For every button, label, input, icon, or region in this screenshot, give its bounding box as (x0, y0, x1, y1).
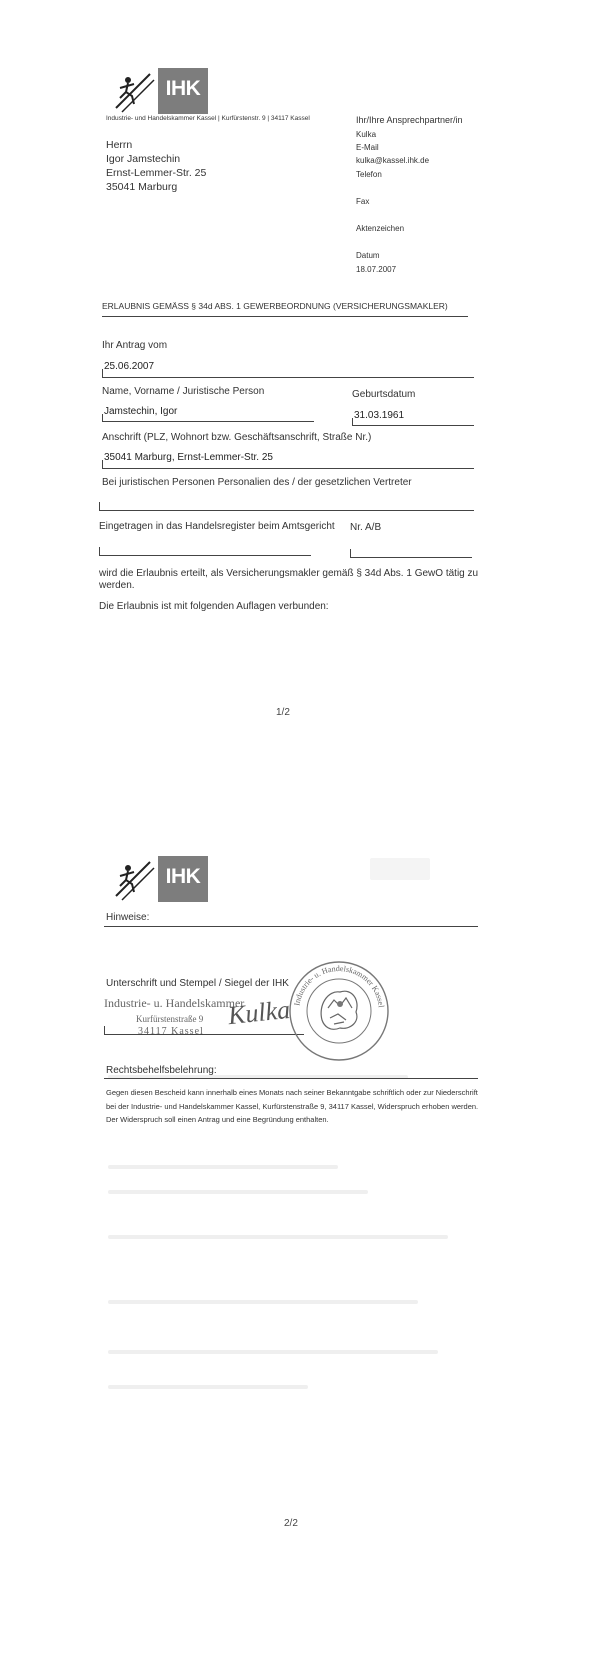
stamp-line-1: Industrie- u. Handelskammer (104, 996, 245, 1010)
handwritten-signature: Kulka (226, 994, 292, 1031)
bleed-through (108, 1190, 368, 1194)
address-value: 35041 Marburg, Ernst-Lemmer-Str. 25 (104, 452, 273, 463)
ihk-emblem-icon (110, 856, 156, 902)
appeal-text (106, 1086, 486, 1127)
address-label: Anschrift (PLZ, Wohnort bzw. Geschäftsanschrift, Straße Nr.) (102, 432, 372, 443)
reference-label: Aktenzeichen (356, 224, 405, 233)
address-line (102, 468, 474, 469)
recipient-street: Ernst-Lemmer-Str. 25 (106, 167, 207, 179)
name-value: Jamstechin, Igor (104, 406, 178, 417)
field-tick (104, 1026, 105, 1034)
contact-person: Kulka (356, 130, 377, 139)
ihk-logo-page-2 (110, 856, 208, 902)
sender-line: Industrie- und Handelskammer Kassel | Kurfürstenstr. 9 | 34117 Kassel (106, 115, 310, 122)
appeal-heading: Rechtsbehelfsbelehrung: (106, 1065, 217, 1076)
field-tick (99, 502, 100, 510)
notes-heading: Hinweise: (106, 912, 150, 923)
recipient-city: 35041 Marburg (106, 181, 178, 193)
legal-representative-line (99, 510, 474, 511)
permission-text-line-2: werden. (99, 580, 135, 591)
page-number-1: 1/2 (276, 707, 290, 718)
commercial-register-line (99, 555, 311, 556)
ihk-logo-text: IHK (158, 68, 208, 114)
bleed-through (108, 1235, 448, 1239)
field-tick (350, 549, 351, 557)
commercial-register-label: Eingetragen in das Handelsregister beim Amtsgericht (99, 521, 335, 532)
fax-label: Fax (356, 197, 370, 206)
appeal-text-line-3: Der Widerspruch soll einen Antrag und eine Begründung enthalten. (106, 1115, 329, 1124)
field-tick (102, 369, 103, 377)
date-label: Datum (356, 251, 380, 260)
name-line (102, 421, 314, 422)
appeal-text-line-1: Gegen diesen Bescheid kann innerhalb eines Monats nach seiner Bekanntgabe schriftlich oder zur Niederschrift (106, 1088, 478, 1097)
permission-text-line-1: wird die Erlaubnis erteilt, als Versicherungsmakler gemäß § 34d Abs. 1 GewO tätig zu (99, 568, 479, 579)
appeal-underline (104, 1078, 478, 1079)
birth-date-line (352, 425, 474, 426)
notes-underline (104, 926, 478, 927)
field-tick (99, 547, 100, 555)
document-page-2 (0, 830, 604, 1660)
date-value: 18.07.2007 (356, 265, 397, 274)
appeal-text-line-2: bei der Industrie- und Handelskammer Kassel, Kurfürstenstraße 9, 34117 Kassel, Widerspruch erhoben werden. (106, 1101, 479, 1111)
contact-heading: Ihr/Ihre Ansprechpartner/in (356, 115, 463, 125)
stamp-line-2: Kurfürstenstraße 9 (136, 1014, 204, 1024)
recipient-salutation: Herrn (106, 139, 133, 151)
application-date-value: 25.06.2007 (104, 361, 155, 372)
application-date-label: Ihr Antrag vom (102, 340, 168, 351)
bleed-through (108, 1350, 438, 1354)
recipient-name: Igor Jamstechin (106, 153, 181, 165)
stamp-line-3: 34117 Kassel (138, 1026, 204, 1037)
subject-underline (102, 316, 468, 317)
official-seal-icon (288, 960, 390, 1062)
field-tick (102, 460, 103, 468)
register-number-label: Nr. A/B (350, 522, 382, 533)
bleed-through (108, 1300, 418, 1304)
birth-date-value: 31.03.1961 (354, 410, 405, 421)
register-number-line (350, 557, 472, 558)
conditions-text: Die Erlaubnis ist mit folgenden Auflagen verbunden: (99, 601, 329, 612)
email-value: kulka@kassel.ihk.de (356, 156, 430, 165)
subject-line: ERLAUBNIS GEMÄSS § 34d ABS. 1 GEWERBEORDNUNG (VERSICHERUNGSMAKLER) (102, 301, 448, 311)
legal-representative-label: Bei juristischen Personen Personalien des / der gesetzlichen Vertreter (102, 477, 412, 488)
signature-line (104, 1034, 304, 1035)
bleed-through (108, 1385, 308, 1389)
recipient-address (106, 138, 206, 194)
seal-text: Industrie- u. Handelskammer Kassel (292, 963, 386, 1008)
page-number-2: 2/2 (284, 1518, 298, 1529)
bleed-through (370, 858, 430, 880)
birth-date-label: Geburtsdatum (352, 389, 416, 400)
name-label: Name, Vorname / Juristische Person (102, 386, 265, 397)
phone-label: Telefon (356, 170, 382, 179)
bleed-through (108, 1165, 338, 1169)
ihk-logo-text: IHK (158, 856, 208, 902)
ihk-emblem-icon (110, 68, 156, 114)
application-date-line (102, 377, 474, 378)
signature-label: Unterschrift und Stempel / Siegel der IHK (106, 978, 289, 989)
ihk-logo (110, 68, 208, 114)
email-label: E-Mail (356, 143, 379, 152)
